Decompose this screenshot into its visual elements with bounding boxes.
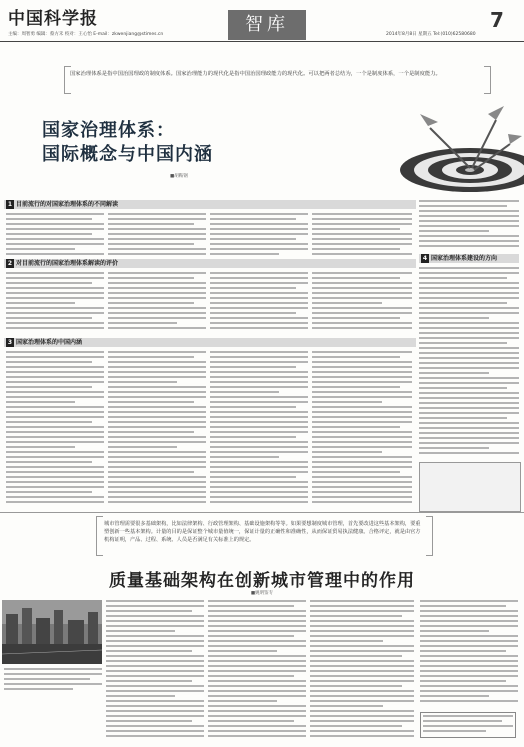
text-column (6, 272, 104, 334)
section-title: 国家治理体系的中国内涵 (16, 339, 83, 346)
quote-bracket-left (96, 516, 103, 556)
editors-line: 主编：周智勇 编辑：蔡方禾 校对：王心怡 E-mail：zkwenjiang@stimes.cn (8, 32, 164, 37)
text-column (310, 600, 414, 742)
headline-line-2: 国际概念与中国内涵 (42, 144, 213, 165)
text-column (312, 272, 412, 334)
text-column (210, 272, 308, 334)
text-column (6, 213, 104, 257)
pull-quote: 城市管理需要很多基础架构，比如法律架构、行政管理架构、基础设施架构等等。如果要想制度城市管理，首先要改进这些基本架构，要重塑创新一些基本架构。计量的目的是保证整个城市量值统一，保证计量的正确性和准确性，从而保证贸易执法健康。合格评定，就是由官方机构证明，产品、过程、系统、人员是否满足有关标准上的规定。 (104, 521, 421, 543)
text-column (312, 213, 412, 257)
text-column (210, 213, 308, 257)
quote-bracket-right (426, 516, 433, 556)
article-intro: 国家治理体系是指中国治国理政的制度体系。国家治理能力的现代化是指中国治国理政能力的现代化。可以把两者总结为，一个是制度体系，一个是制度能力。 (70, 71, 441, 77)
text-column (312, 351, 412, 509)
text-column (108, 272, 206, 334)
section-title: 目前流行的对国家治理体系的不同解读 (16, 201, 119, 208)
text-column (419, 267, 519, 459)
date-line: 2014年8月8日 星期五 Tel:(010)62580680 (386, 32, 476, 37)
text-column (208, 600, 306, 742)
author-note-box (419, 462, 521, 512)
section-heading-4 (419, 254, 519, 263)
section-number: 4 (422, 255, 428, 262)
headline-quality-infrastructure: 质量基础架构在创新城市管理中的作用 (109, 571, 415, 591)
text-column (108, 213, 206, 257)
headline-governance (42, 119, 213, 167)
masthead (0, 0, 524, 40)
author-box (420, 712, 516, 738)
section-number: 2 (7, 260, 13, 267)
text-column (6, 351, 104, 509)
city-photo (2, 600, 102, 664)
text-column (420, 600, 518, 708)
section-number: 1 (7, 201, 13, 208)
newspaper-logo: 中国科学报 (8, 9, 98, 29)
byline: ■胡鞍钢 (170, 174, 188, 179)
text-column (419, 200, 519, 252)
divider (0, 512, 524, 513)
section-heading-2 (4, 259, 416, 268)
section-number: 3 (7, 339, 13, 346)
byline: ■姚明鉴专 (250, 591, 274, 596)
photo-caption (4, 668, 102, 693)
dartboard-image (260, 100, 524, 200)
section-heading-1 (4, 200, 416, 209)
section-title: 国家治理体系建设的方向 (431, 255, 498, 262)
intro-bracket-right (484, 66, 491, 94)
masthead-rule (0, 41, 524, 42)
section-heading-3 (4, 338, 416, 347)
text-column (106, 600, 204, 742)
page-number: 7 (490, 8, 504, 32)
text-column (210, 351, 308, 509)
section-label: 智库 (228, 10, 306, 40)
text-column (108, 351, 206, 509)
section-title: 对目前流行的国家治理体系解读的评价 (16, 260, 119, 267)
headline-line-1: 国家治理体系： (42, 120, 175, 141)
